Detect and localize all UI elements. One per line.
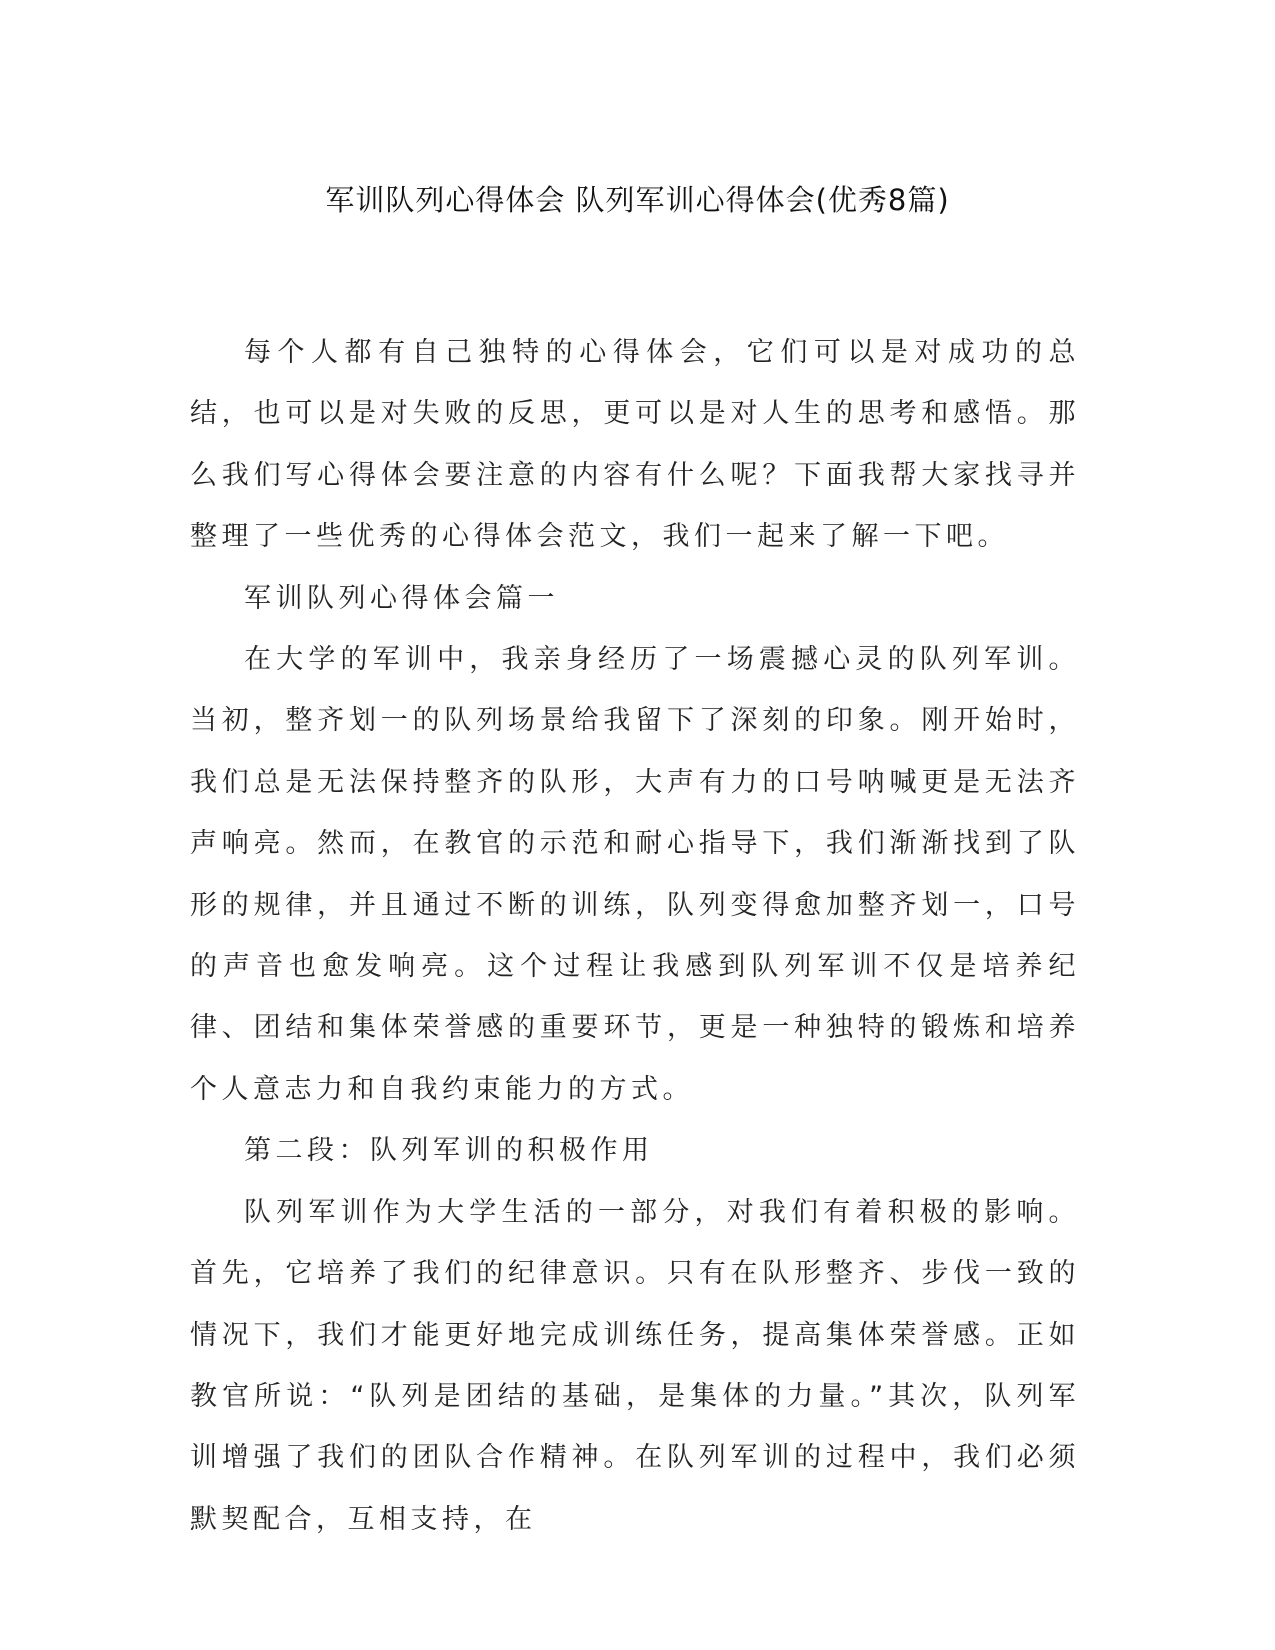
body-paragraph-experience: 在大学的军训中，我亲身经历了一场震撼心灵的队列军训。当初，整齐划一的队列场景给我留下了深刻的印象。刚开始时，我们总是无法保持整齐的队形，大声有力的口号呐喊更是无法齐声响亮。然而，在教官的示范和耐心指导下，我们渐渐找到了队形的规律，并且通过不断的训练，队列变得愈加整齐划一，口号的声音也愈发响亮。这个过程让我感到队列军训不仅是培养纪律、团结和集体荣誉感的重要环节，更是一种独特的锻炼和培养个人意志力和自我约束能力的方式。: [190, 644, 1080, 1105]
section-heading-second-part: 第二段：队列军训的积极作用: [244, 1135, 654, 1167]
body-paragraph-positive-effects: 队列军训作为大学生活的一部分，对我们有着积极的影响。首先，它培养了我们的纪律意识。只有在队形整齐、步伐一致的情况下，我们才能更好地完成训练任务，提高集体荣誉感。正如教官所说：“队列是团结的基础，是集体的力量。”其次，队列军训增强了我们的团队合作精神。在队列军训的过程中，我们必须默契配合，互相支持，在: [190, 1196, 1080, 1535]
document-title: 军训队列心得体会 队列军训心得体会(优秀8篇): [325, 183, 950, 217]
document-body: [190, 322, 1080, 1550]
section-heading-part-one: 军训队列心得体会篇一: [244, 582, 559, 614]
intro-paragraph: 每个人都有自己独特的心得体会，它们可以是对成功的总结，也可以是对失败的反思，更可以是对人生的思考和感悟。那么我们写心得体会要注意的内容有什么呢？下面我帮大家找寻并整理了一些优秀的心得体会范文，我们一起来了解一下吧。: [190, 337, 1080, 553]
